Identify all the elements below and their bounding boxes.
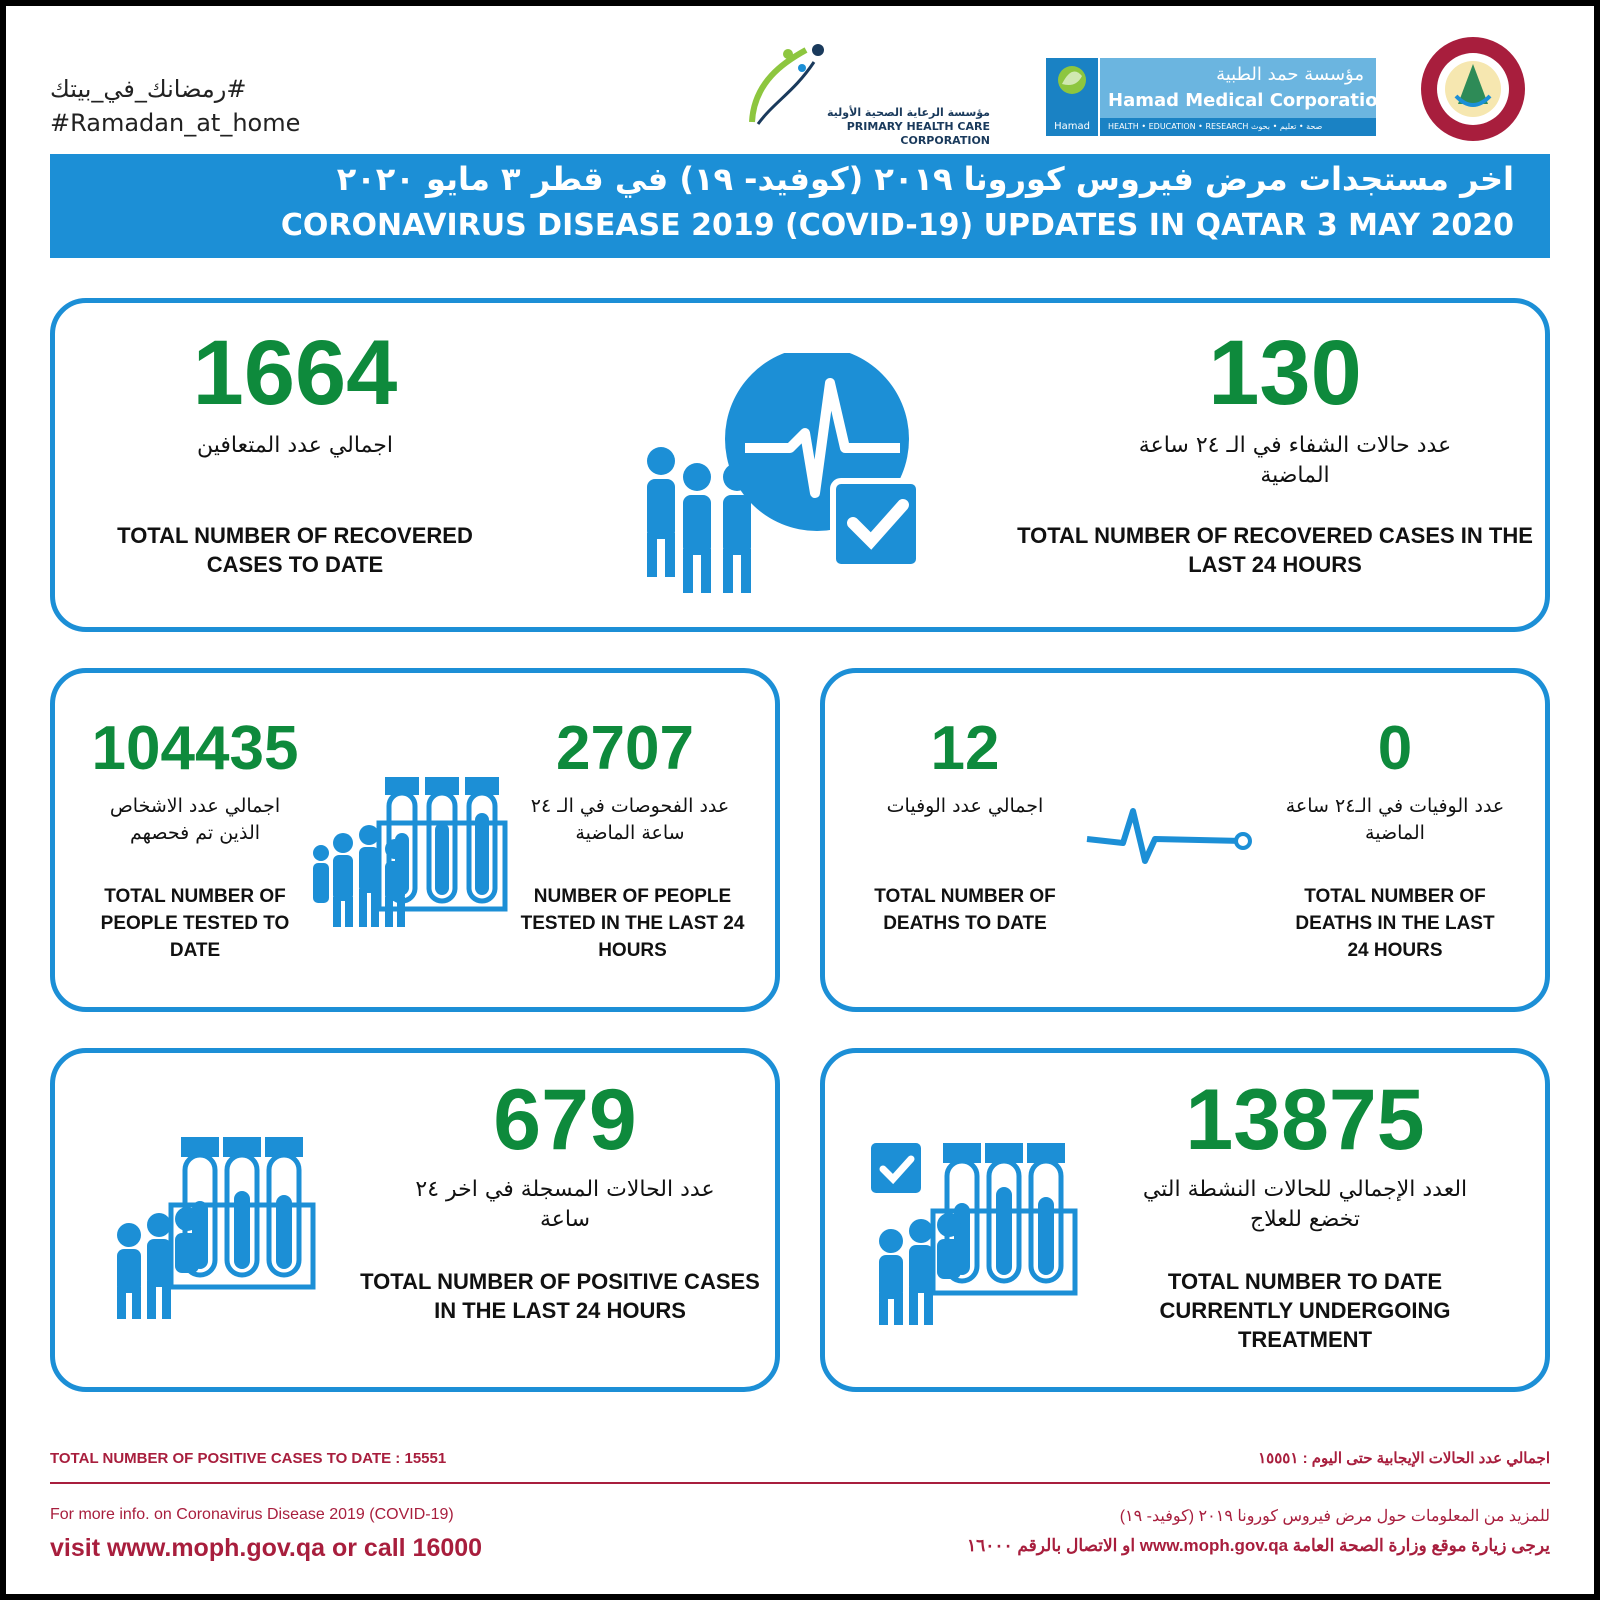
tested-last24-value: 2707: [556, 714, 694, 783]
total-recovered-label-arabic: اجمالي عدد المتعافين: [196, 433, 394, 458]
tested-last24-label-english: NUMBER OF PEOPLE TESTED IN THE LAST 24 HOURS: [520, 886, 745, 961]
people-health-check-icon: [625, 353, 935, 593]
test-tubes-people-icon: [105, 1131, 325, 1321]
tests-card: [50, 668, 780, 1012]
more-info-arabic: للمزيد من المعلومات حول مرض فيروس كورونا ٢٠١٩ (كوفيد- ١٩): [1119, 1508, 1550, 1525]
hamad-box-label: Hamad: [1054, 121, 1090, 132]
hamad-leaf-icon: [1046, 58, 1098, 108]
phc-name-english: PRIMARY HEALTH CARE CORPORATION: [846, 120, 990, 147]
banner-title-english: CORONAVIRUS DISEASE 2019 (COVID-19) UPDATES IN QATAR 3 MAY 2020: [280, 208, 1514, 243]
hamad-name-arabic: مؤسسة حمد الطبية: [1216, 64, 1364, 85]
total-deaths-label-arabic: اجمالي عدد الوفيات: [886, 795, 1044, 817]
positive-last24-label-english: TOTAL NUMBER OF POSITIVE CASES IN THE LAST 24 HOURS: [360, 1269, 760, 1323]
moph-emblem: [1418, 34, 1528, 144]
hamad-name-english: Hamad Medical Corporation: [1108, 90, 1391, 111]
people-test-tubes-icon: [313, 773, 513, 933]
active-cases-value: 13875: [1185, 1072, 1425, 1168]
visit-call-english[interactable]: visit www.moph.gov.qa or call 16000: [50, 1534, 483, 1562]
phc-name-arabic: مؤسسة الرعاية الصحية الأولية: [827, 106, 990, 119]
positive-last24-label-arabic: عدد الحالات المسجلة في اخر ٢٤ ساعة: [415, 1177, 715, 1232]
recovered-last24-value: 130: [1208, 322, 1362, 424]
deaths-card: [820, 668, 1550, 1012]
positive-last24-value: 679: [493, 1072, 637, 1168]
visit-call-arabic[interactable]: يرجى زيارة موقع وزارة الصحة العامة www.moph.gov.qa او الاتصال بالرقم ١٦٠٠٠: [966, 1536, 1550, 1555]
recovered-card: [50, 298, 1550, 632]
recovered-last24-label-english: TOTAL NUMBER OF RECOVERED CASES IN THE LAST 24 HOURS: [1017, 523, 1533, 577]
total-tested-label-arabic: اجمالي عدد الاشخاص الذين تم فحصهم: [109, 795, 281, 844]
hamad-logo: [1046, 58, 1391, 136]
tested-last24-label-arabic: عدد الفحوصات في الـ ٢٤ ساعة الماضية: [530, 795, 730, 844]
hamad-logo-box: [1046, 58, 1098, 136]
active-card: [820, 1048, 1550, 1392]
hashtag-arabic: #رمضانك_في_بيتك: [50, 75, 247, 103]
total-tested-value: 104435: [91, 714, 299, 783]
total-positive-arabic: اجمالي عدد الحالات الإيجابية حتى اليوم : ١٥٥٥١: [1258, 1450, 1550, 1467]
footer-divider: [50, 1482, 1550, 1484]
deaths-last24-label-arabic: عدد الوفيات في الـ٢٤ ساعة الماضية: [1285, 795, 1505, 844]
total-recovered-value: 1664: [192, 322, 398, 424]
banner-title-arabic: اخر مستجدات مرض فيروس كورونا ٢٠١٩ (كوفيد- ١٩) في قطر ٣ مايو ٢٠٢٠: [336, 160, 1514, 198]
deaths-last24-label-english: TOTAL NUMBER OF DEATHS IN THE LAST 24 HOURS: [1295, 886, 1495, 961]
more-info-english: For more info. on Coronavirus Disease 2019 (COVID-19): [50, 1506, 454, 1523]
positive-card: [50, 1048, 780, 1392]
recovered-last24-label-arabic: عدد حالات الشفاء في الـ ٢٤ ساعة الماضية: [1138, 433, 1452, 488]
total-recovered-label-english: TOTAL NUMBER OF RECOVERED CASES TO DATE: [117, 523, 473, 577]
hamad-tagline: HEALTH • EDUCATION • RESEARCH صحة • تعليم • بحوث: [1100, 118, 1376, 136]
qatar-emblem-icon: [1418, 34, 1528, 144]
title-banner: [50, 154, 1550, 258]
active-cases-label-arabic: العدد الإجمالي للحالات النشطة التي تخضع للعلاج: [1142, 1177, 1468, 1232]
checkbox-test-tubes-people-icon: [867, 1137, 1087, 1327]
infographic-page: [6, 6, 1594, 1594]
total-deaths-label-english: TOTAL NUMBER OF DEATHS TO DATE: [874, 886, 1056, 934]
total-tested-label-english: TOTAL NUMBER OF PEOPLE TESTED TO DATE: [100, 886, 290, 961]
heartbeat-line-icon: [1075, 791, 1255, 871]
total-positive-english: TOTAL NUMBER OF POSITIVE CASES TO DATE : 15551: [50, 1450, 447, 1467]
phc-logo: [744, 42, 994, 147]
hashtags: [50, 72, 300, 140]
deaths-last24-value: 0: [1377, 714, 1413, 783]
total-deaths-value: 12: [930, 714, 1000, 783]
hashtag-english: #Ramadan_at_home: [50, 109, 301, 137]
active-cases-label-english: TOTAL NUMBER TO DATE CURRENTLY UNDERGOING TREATMENT: [1159, 1269, 1451, 1352]
